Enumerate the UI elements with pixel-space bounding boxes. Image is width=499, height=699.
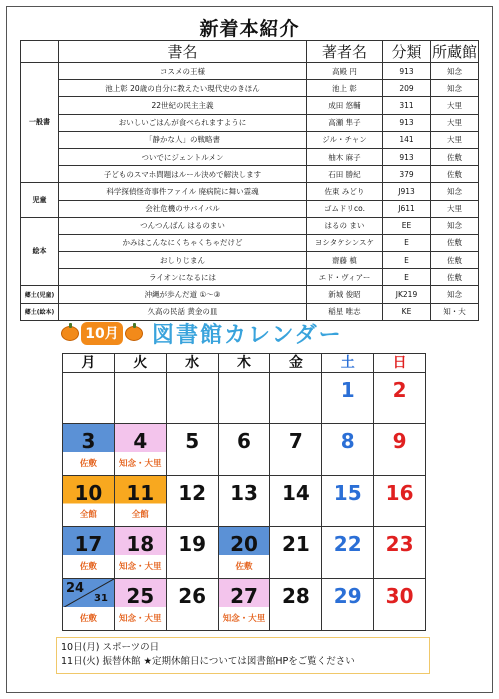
calendar-day bbox=[167, 527, 219, 577]
book-author: 高瀬 隼子 bbox=[307, 114, 383, 131]
calendar-day bbox=[167, 424, 219, 474]
book-library: 大里 bbox=[431, 114, 479, 131]
pumpkin-icon bbox=[61, 326, 79, 341]
book-title: ライオンになるには bbox=[59, 269, 307, 286]
weekday-header bbox=[63, 354, 425, 373]
table-row bbox=[21, 114, 479, 131]
book-title: 科学探偵怪奇事件ファイル 廃病院に舞い霊魂 bbox=[59, 183, 307, 200]
weekday-label: 火 bbox=[115, 354, 167, 372]
calendar-day bbox=[374, 424, 425, 474]
calendar-day bbox=[322, 424, 374, 474]
book-library: 知・大 bbox=[431, 303, 479, 320]
book-library: 佐敷 bbox=[431, 148, 479, 165]
day-number: 27 bbox=[230, 583, 258, 608]
book-title: 沖縄が歩んだ道 ①～③ bbox=[59, 286, 307, 303]
library-calendar bbox=[62, 353, 426, 631]
table-row bbox=[21, 131, 479, 148]
calendar-day bbox=[270, 424, 322, 474]
header-library: 所蔵館 bbox=[431, 41, 479, 63]
month-badge: 10月 bbox=[81, 322, 123, 345]
weekday-label: 月 bbox=[63, 354, 115, 372]
calendar-title: 図書館カレンダー bbox=[152, 322, 343, 348]
calendar-day bbox=[374, 373, 425, 423]
day-number: 10 bbox=[74, 480, 103, 505]
calendar-day bbox=[322, 527, 374, 577]
day-number: 24 bbox=[66, 580, 85, 596]
book-classification: J913 bbox=[383, 183, 431, 200]
book-author: 池上 彰 bbox=[307, 80, 383, 97]
book-author: 成田 悠輔 bbox=[307, 97, 383, 114]
calendar-day bbox=[322, 476, 374, 526]
calendar-day bbox=[374, 476, 425, 526]
day-number: 9 bbox=[392, 429, 407, 454]
calendar-day bbox=[322, 579, 374, 630]
table-row bbox=[21, 148, 479, 165]
weekday-label: 日 bbox=[392, 355, 407, 371]
day-number: 12 bbox=[178, 480, 207, 505]
book-author: 石田 勝紀 bbox=[307, 166, 383, 183]
category-cell: 一般書 bbox=[21, 63, 59, 183]
closure-note: 知念・大里 bbox=[119, 458, 162, 469]
page-title: 新着本紹介 bbox=[199, 18, 300, 40]
calendar-day bbox=[115, 476, 167, 526]
book-author: 佐東 みどり bbox=[307, 183, 383, 200]
book-library: 知念 bbox=[431, 286, 479, 303]
calendar-day bbox=[167, 579, 219, 630]
notice-box bbox=[56, 637, 430, 674]
closure-note: 知念・大里 bbox=[119, 613, 162, 624]
calendar-day bbox=[322, 373, 374, 423]
calendar-day bbox=[115, 527, 167, 577]
book-author: はるの まい bbox=[307, 217, 383, 234]
header-classification: 分類 bbox=[383, 41, 431, 63]
table-row bbox=[21, 286, 479, 303]
day-number: 26 bbox=[178, 583, 207, 608]
day-number: 17 bbox=[74, 532, 103, 557]
book-classification: E bbox=[383, 252, 431, 269]
book-author: エド・ヴィアー bbox=[307, 269, 383, 286]
table-row bbox=[21, 183, 479, 200]
book-title: つんつんばん はるのまい bbox=[59, 217, 307, 234]
day-number: 4 bbox=[133, 429, 148, 454]
book-title: コスメの王様 bbox=[59, 63, 307, 80]
category-cell: 児童 bbox=[21, 183, 59, 217]
closure-note: 全館 bbox=[131, 510, 149, 521]
book-author: 齋藤 槙 bbox=[307, 252, 383, 269]
book-library: 大里 bbox=[431, 131, 479, 148]
table-row bbox=[21, 97, 479, 114]
table-row bbox=[21, 63, 479, 80]
book-author: ジル・チャン bbox=[307, 131, 383, 148]
day-number: 11 bbox=[126, 480, 155, 505]
calendar-day bbox=[270, 527, 322, 577]
header-author: 著者名 bbox=[307, 41, 383, 63]
calendar-day bbox=[167, 476, 219, 526]
book-classification: 913 bbox=[383, 148, 431, 165]
day-number: 13 bbox=[230, 480, 258, 505]
table-row bbox=[21, 252, 479, 269]
calendar-day bbox=[63, 527, 115, 577]
day-number: 30 bbox=[385, 583, 414, 608]
day-number: 2 bbox=[392, 378, 407, 402]
book-title: 「静かな人」の戦略書 bbox=[59, 131, 307, 148]
calendar-day bbox=[63, 373, 115, 423]
calendar-week bbox=[63, 373, 425, 424]
table-row bbox=[21, 234, 479, 251]
book-classification: 311 bbox=[383, 97, 431, 114]
calendar-heading bbox=[60, 318, 343, 348]
table-row bbox=[21, 166, 479, 183]
table-row bbox=[21, 269, 479, 286]
book-classification: E bbox=[383, 269, 431, 286]
table-row bbox=[21, 217, 479, 234]
table-header-row bbox=[21, 41, 479, 63]
calendar-day bbox=[63, 476, 115, 526]
day-number: 5 bbox=[185, 429, 200, 454]
book-author: ヨシタケシンスケ bbox=[307, 234, 383, 251]
book-author: ゴムドリco. bbox=[307, 200, 383, 217]
book-classification: KE bbox=[383, 303, 431, 320]
header-blank bbox=[21, 41, 59, 63]
notice-line: 11日(火) 振替休館 ★定期休館日については図書館HPをご覧ください bbox=[61, 656, 355, 667]
book-library: 佐敷 bbox=[431, 269, 479, 286]
calendar-day bbox=[219, 579, 271, 630]
calendar-day bbox=[374, 579, 425, 630]
calendar-day bbox=[115, 373, 167, 423]
book-classification: 379 bbox=[383, 166, 431, 183]
day-number: 31 bbox=[94, 592, 108, 604]
table-row bbox=[21, 80, 479, 97]
day-number: 29 bbox=[333, 583, 362, 608]
book-library: 大里 bbox=[431, 97, 479, 114]
book-author: 新城 俊昭 bbox=[307, 286, 383, 303]
table-row bbox=[21, 200, 479, 217]
closure-note: 知念・大里 bbox=[222, 613, 266, 624]
book-title: 子どものスマホ問題はルール決めで解決します bbox=[59, 166, 307, 183]
closure-note: 佐敷 bbox=[79, 613, 97, 624]
pumpkin-icon bbox=[125, 326, 143, 341]
day-number: 8 bbox=[340, 429, 355, 454]
book-library: 佐敷 bbox=[431, 166, 479, 183]
book-classification: E bbox=[383, 234, 431, 251]
day-number: 6 bbox=[237, 429, 251, 454]
closure-note: 全館 bbox=[79, 510, 97, 521]
weekday-label: 土 bbox=[322, 354, 374, 372]
calendar-day bbox=[167, 373, 219, 423]
day-number: 16 bbox=[385, 480, 414, 505]
day-number: 14 bbox=[281, 480, 310, 505]
book-title: おしりじまん bbox=[59, 252, 307, 269]
day-number: 25 bbox=[126, 583, 155, 608]
calendar-day bbox=[115, 424, 167, 474]
closure-note: 知念・大里 bbox=[119, 561, 162, 572]
book-title: 久高の民話 黄金の皿 bbox=[59, 303, 307, 320]
book-classification: J611 bbox=[383, 200, 431, 217]
day-number: 15 bbox=[333, 480, 362, 505]
weekday-label: 水 bbox=[167, 354, 219, 372]
calendar-day bbox=[219, 373, 271, 423]
calendar-day bbox=[63, 424, 115, 474]
new-books-table bbox=[20, 40, 479, 321]
book-library: 知念 bbox=[431, 63, 479, 80]
day-number: 20 bbox=[230, 532, 258, 557]
category-cell: 郷土(児童) bbox=[21, 286, 59, 303]
day-number: 3 bbox=[81, 429, 96, 454]
book-classification: 913 bbox=[383, 114, 431, 131]
weekday-label: 金 bbox=[270, 354, 322, 372]
book-library: 知念 bbox=[431, 217, 479, 234]
day-number: 28 bbox=[281, 583, 310, 608]
calendar-day bbox=[115, 579, 167, 630]
header-title: 書名 bbox=[59, 41, 307, 63]
book-title: ついでにジェントルメン bbox=[59, 148, 307, 165]
book-title: 会社危機のサバイバル bbox=[59, 200, 307, 217]
closure-note: 佐敷 bbox=[79, 561, 97, 572]
category-cell: 絵本 bbox=[21, 217, 59, 286]
day-number: 22 bbox=[333, 532, 362, 557]
calendar-day bbox=[219, 424, 271, 474]
calendar-week bbox=[63, 424, 425, 475]
calendar-week bbox=[63, 476, 425, 527]
book-title: おいしいごはんが食べられますように bbox=[59, 114, 307, 131]
book-author: 稲星 唯志 bbox=[307, 303, 383, 320]
book-author: 高殿 円 bbox=[307, 63, 383, 80]
calendar-day bbox=[219, 527, 271, 577]
calendar-day bbox=[63, 579, 115, 630]
day-number: 21 bbox=[281, 532, 310, 557]
book-title: 22世紀の民主主義 bbox=[59, 97, 307, 114]
book-classification: 913 bbox=[383, 63, 431, 80]
calendar-day bbox=[219, 476, 271, 526]
book-title: 池上彰 20歳の自分に教えたい現代史のきほん bbox=[59, 80, 307, 97]
category-cell: 郷土(絵本) bbox=[21, 303, 59, 320]
book-classification: 141 bbox=[383, 131, 431, 148]
day-number: 18 bbox=[126, 532, 155, 557]
closure-note: 佐敷 bbox=[235, 561, 253, 572]
weekday-label: 木 bbox=[219, 354, 271, 372]
closure-note: 佐敷 bbox=[79, 458, 97, 469]
book-library: 知念 bbox=[431, 183, 479, 200]
day-number: 7 bbox=[288, 429, 303, 454]
book-classification: 209 bbox=[383, 80, 431, 97]
book-library: 知念 bbox=[431, 80, 479, 97]
notice-line: 10日(月) スポーツの日 bbox=[61, 642, 160, 653]
book-title: かみはこんなにくちゃくちゃだけど bbox=[59, 234, 307, 251]
calendar-week bbox=[63, 579, 425, 630]
book-classification: JK219 bbox=[383, 286, 431, 303]
calendar-day bbox=[374, 527, 425, 577]
book-library: 佐敷 bbox=[431, 234, 479, 251]
book-library: 大里 bbox=[431, 200, 479, 217]
day-number: 19 bbox=[178, 532, 207, 557]
calendar-day bbox=[270, 579, 322, 630]
calendar-day bbox=[270, 373, 322, 423]
book-author: 柚木 麻子 bbox=[307, 148, 383, 165]
day-number: 1 bbox=[340, 378, 355, 402]
calendar-week bbox=[63, 527, 425, 578]
book-library: 佐敷 bbox=[431, 252, 479, 269]
book-classification: EE bbox=[383, 217, 431, 234]
day-number: 23 bbox=[385, 532, 414, 557]
calendar-day bbox=[270, 476, 322, 526]
